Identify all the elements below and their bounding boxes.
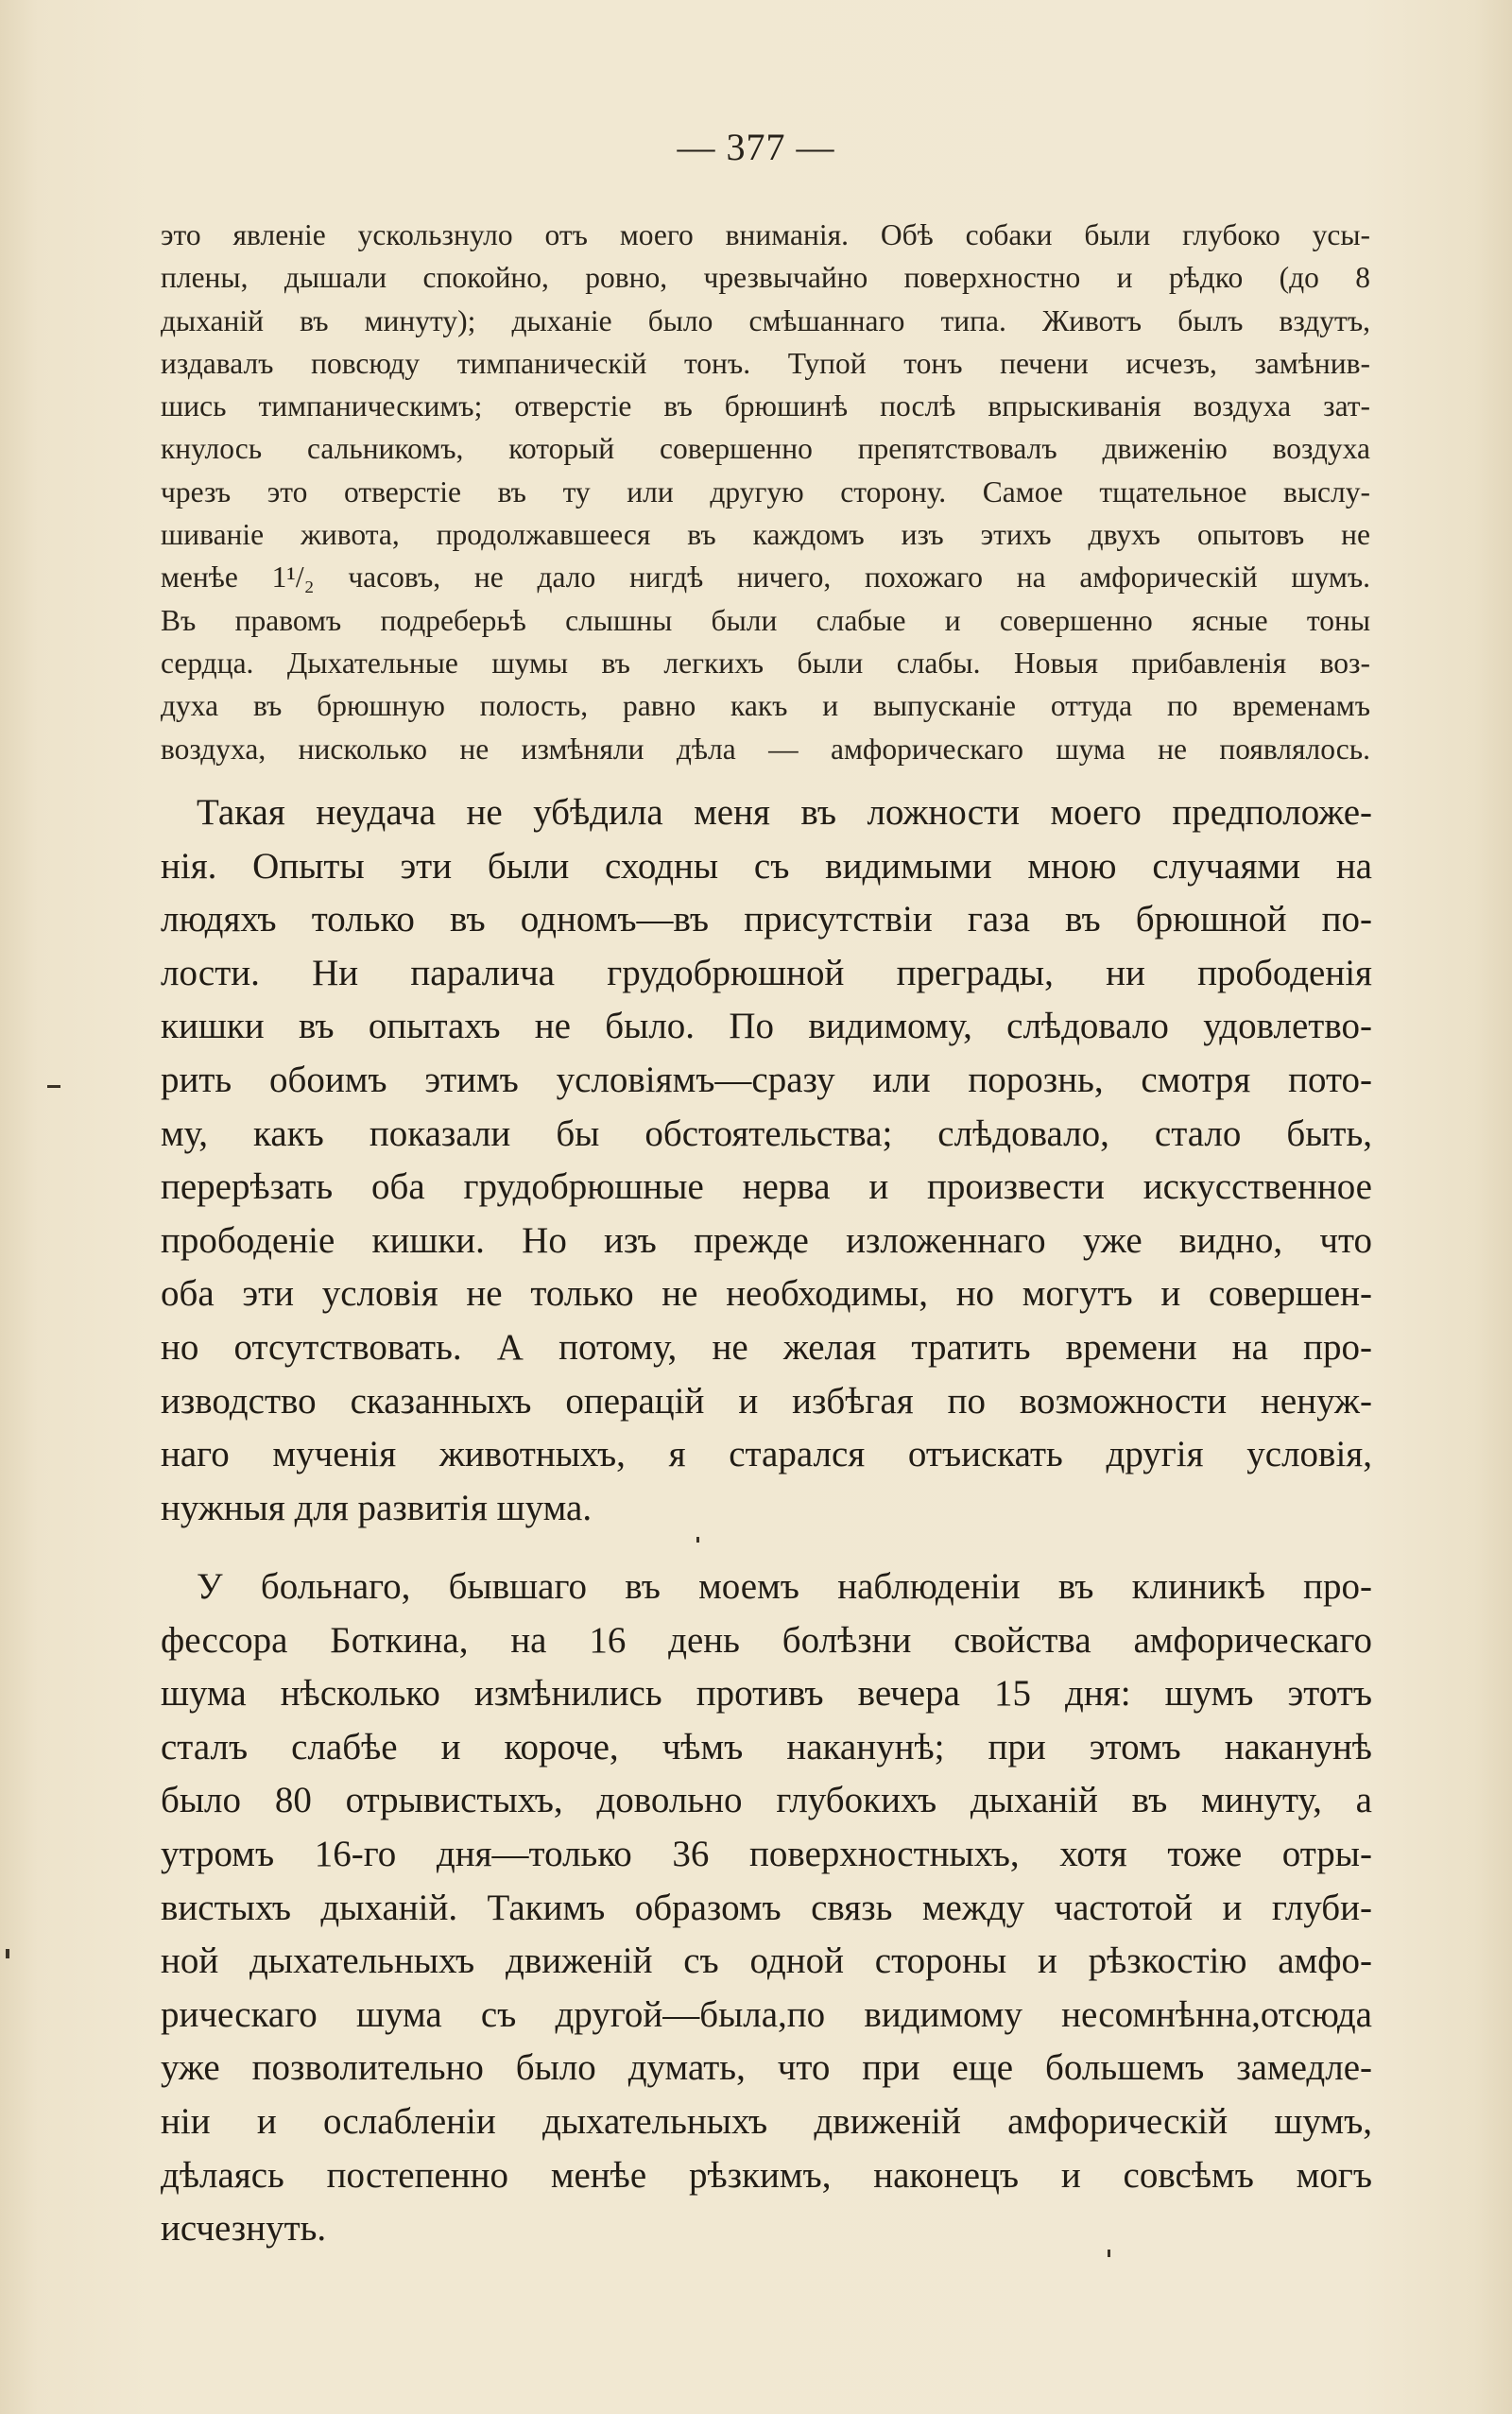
note-line: издавалъ повсюду тимпаническій тонъ. Тупой тонъ печени исчезъ, замѣнив- <box>161 346 1370 380</box>
paragraph-line: У больнаго, бывшаго въ моемъ наблюденіи въ клиникѣ про- <box>197 1566 1372 1607</box>
footnote-block <box>161 214 1370 770</box>
note-line: плены, дышали спокойно, ровно, чрезвычайно поверхностно и рѣдко (до 8 <box>161 261 1370 295</box>
paragraph-line: нія. Опыты эти были сходны съ видимыми мною случаями на <box>161 845 1372 887</box>
paragraph-line: изводство сказанныхъ операцій и избѣгая по возможности ненуж- <box>161 1380 1372 1422</box>
note-line: шись тимпаническимъ; отверстіе въ брюшинѣ послѣ впрыскиванія воздуха зат- <box>161 389 1370 423</box>
paragraph-line: рическаго шума съ другой—была,по видимому несомнѣнна,отсюда <box>161 1993 1372 2035</box>
paragraph-line: фессора Боткина, на 16 день болѣзни свойства амфорическаго <box>161 1619 1372 1661</box>
paragraph-line: му, какъ показали бы обстоятельства; слѣдовало, стало быть, <box>161 1112 1372 1154</box>
note-line: дыханій въ минуту); дыханіе было смѣшаннаго типа. Животъ былъ вздутъ, <box>161 303 1370 337</box>
note-line: воздуха, нисколько не измѣняли дѣла — амфорическаго шума не появлялось. <box>161 732 1370 766</box>
paragraph-line: исчезнуть. <box>161 2208 327 2250</box>
paragraph-line: ной дыхательныхъ движеній съ одной стороны и рѣзкостію амфо- <box>161 1940 1372 1982</box>
page-number: — 377 — <box>677 126 835 168</box>
paragraph-line: вистыхъ дыханій. Такимъ образомъ связь между частотой и глуби- <box>161 1887 1372 1928</box>
note-line: это явленіе ускользнуло отъ моего вниманія. Обѣ собаки были глубоко усы- <box>161 218 1370 251</box>
paragraph-line: ніи и ослабленіи дыхательныхъ движеній амфорическій шумъ, <box>161 2100 1372 2142</box>
paragraph-line: но отсутствовать. А потому, не желая тратить времени на про- <box>161 1326 1372 1368</box>
note-line: Въ правомъ подреберьѣ слышны были слабые и совершенно ясные тоны <box>161 603 1370 637</box>
margin-mark <box>47 1085 60 1088</box>
note-line: шиваніе живота, продолжавшееся въ каждомъ изъ этихъ двухъ опытовъ не <box>161 518 1370 552</box>
paragraph-2 <box>161 1560 1372 2256</box>
note-line: менѣе 1¹/₂ часовъ, не дало нигдѣ ничего, похожаго на амфорическій шумъ. <box>161 560 1370 595</box>
note-line: кнулось сальникомъ, который совершенно препятствовалъ движенію воздуха <box>161 432 1370 466</box>
paragraph-line: людяхъ только въ одномъ—въ присутствіи газа въ брюшной по- <box>161 899 1372 940</box>
paragraph-line: было 80 отрывистыхъ, довольно глубокихъ дыханій въ минуту, а <box>161 1780 1372 1821</box>
paragraph-line: дѣлаясь постепенно менѣе рѣзкимъ, наконецъ и совсѣмъ могъ <box>161 2154 1372 2196</box>
paragraph-line: шума нѣсколько измѣнились противъ вечера 15 дня: шумъ этотъ <box>161 1673 1372 1715</box>
ink-speck <box>1108 2250 1110 2257</box>
margin-mark <box>6 1949 9 1958</box>
paragraph-line: наго мученія животныхъ, я старался отъискать другія условія, <box>161 1434 1372 1475</box>
paragraph-line: утромъ 16-го дня—только 36 поверхностныхъ, хотя тоже отры- <box>161 1833 1372 1874</box>
note-line: чрезъ это отверстіе въ ту или другую сторону. Самое тщательное выслу- <box>161 474 1370 509</box>
ink-speck <box>696 1537 699 1543</box>
paragraph-line: Такая неудача не убѣдила меня въ ложности моего предположе- <box>197 792 1372 833</box>
note-line: сердца. Дыхательные шумы въ легкихъ были слабы. Новыя прибавленія воз- <box>161 646 1370 680</box>
paragraph-line: рить обоимъ этимъ условіямъ—сразу или порознь, смотря пото- <box>161 1059 1372 1100</box>
paragraph-line: оба эти условія не только не необходимы, но могутъ и совершен- <box>161 1273 1372 1315</box>
paragraph-1 <box>161 786 1372 1535</box>
paragraph-line: кишки въ опытахъ не было. По видимому, слѣдовало удовлетво- <box>161 1006 1372 1047</box>
paragraph-line: прободеніе кишки. Но изъ прежде изложеннаго уже видно, что <box>161 1219 1372 1261</box>
paragraph-line: уже позволительно было думать, что при еще большемъ замедле- <box>161 2047 1372 2089</box>
paragraph-line: лости. Ни паралича грудобрюшной преграды, ни прободенія <box>161 952 1372 993</box>
note-line: духа въ брюшную полость, равно какъ и выпусканіе оттуда по временамъ <box>161 689 1370 723</box>
paragraph-line: нужныя для развитія шума. <box>161 1487 593 1528</box>
paragraph-line: перерѣзать оба грудобрюшные нерва и произвести искусственное <box>161 1166 1372 1208</box>
paragraph-line: сталъ слабѣе и короче, чѣмъ наканунѣ; при этомъ наканунѣ <box>161 1726 1372 1767</box>
